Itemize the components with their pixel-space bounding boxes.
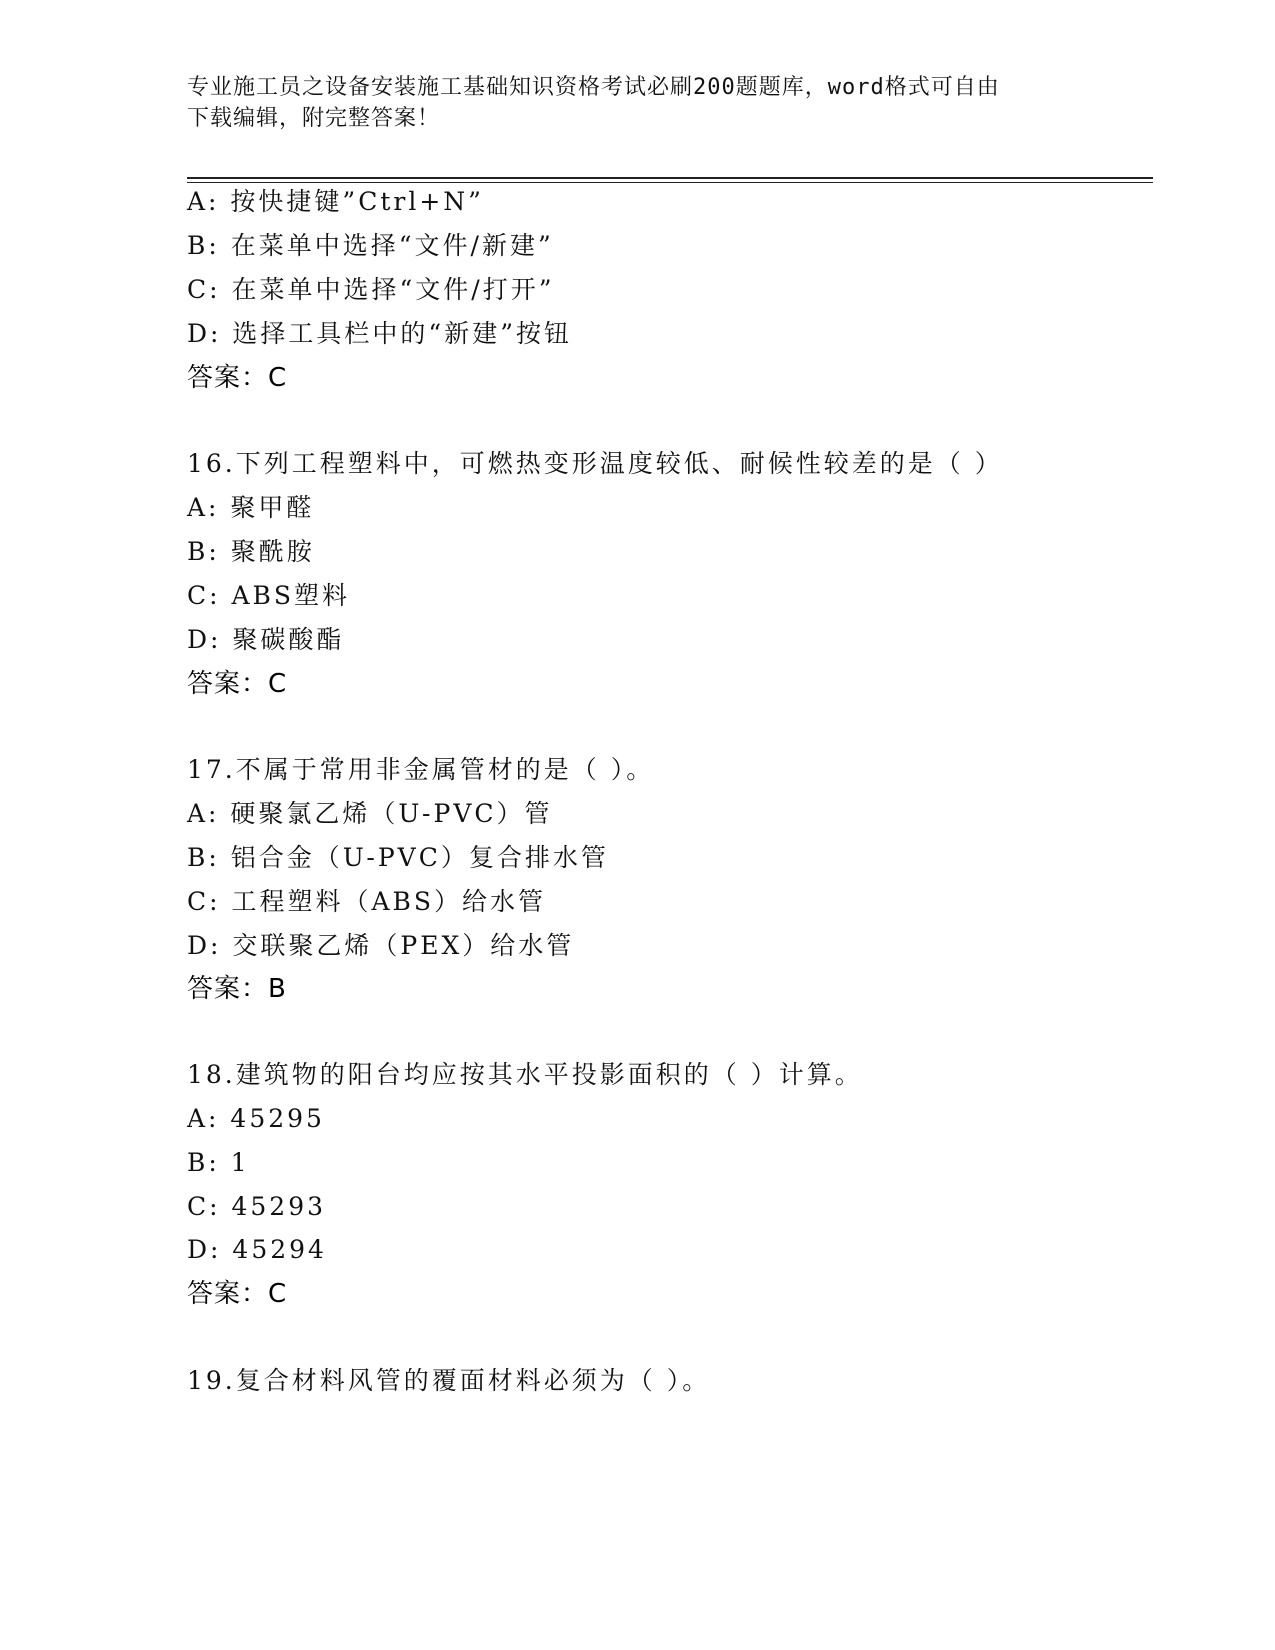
q18-question: 18.建筑物的阳台均应按其水平投影面积的（ ）计算。 <box>187 1060 863 1089</box>
q16-option-a: A: 聚甲醛 <box>187 493 315 522</box>
q19-question: 19.复合材料风管的覆面材料必须为（ ）。 <box>187 1366 711 1395</box>
document-header <box>187 72 1067 134</box>
q15-option-a: A: 按快捷键”Ctrl+N” <box>187 187 484 216</box>
header-line-2: 下载编辑，附完整答案！ <box>187 106 441 131</box>
q16-answer: 答案：C <box>187 669 288 699</box>
q17-option-b: B: 铝合金（U-PVC）复合排水管 <box>187 843 609 872</box>
q18-answer: 答案：C <box>187 1279 288 1309</box>
q18-option-b: B: 1 <box>187 1148 250 1177</box>
q18-option-d: D: 45294 <box>187 1235 327 1264</box>
q17-answer: 答案：B <box>187 974 287 1004</box>
q17-option-c: C: 工程塑料（ABS）给水管 <box>187 887 547 916</box>
q17-option-d: D: 交联聚乙烯（PEX）给水管 <box>187 931 575 960</box>
header-divider-thin <box>187 182 1153 183</box>
q17-question: 17.不属于常用非金属管材的是（ ）。 <box>187 755 655 784</box>
header-line-1: 专业施工员之设备安装施工基础知识资格考试必刷200题题库，word格式可自由 <box>187 75 1000 100</box>
header-divider-thick <box>187 177 1153 179</box>
q18-option-a: A: 45295 <box>187 1104 325 1133</box>
q16-option-b: B: 聚酰胺 <box>187 537 315 566</box>
q15-option-c: C: 在菜单中选择“文件/打开” <box>187 275 555 304</box>
q17-option-a: A: 硬聚氯乙烯（U-PVC）管 <box>187 799 553 828</box>
q15-answer: 答案：C <box>187 363 288 393</box>
q18-option-c: C: 45293 <box>187 1192 327 1221</box>
q16-question: 16.下列工程塑料中，可燃热变形温度较低、耐候性较差的是（ ） <box>187 449 1003 478</box>
q16-option-c: C: ABS塑料 <box>187 581 351 610</box>
q15-option-b: B: 在菜单中选择“文件/新建” <box>187 231 554 260</box>
q16-option-d: D: 聚碳酸酯 <box>187 625 345 654</box>
q15-option-d: D: 选择工具栏中的“新建”按钮 <box>187 319 572 348</box>
